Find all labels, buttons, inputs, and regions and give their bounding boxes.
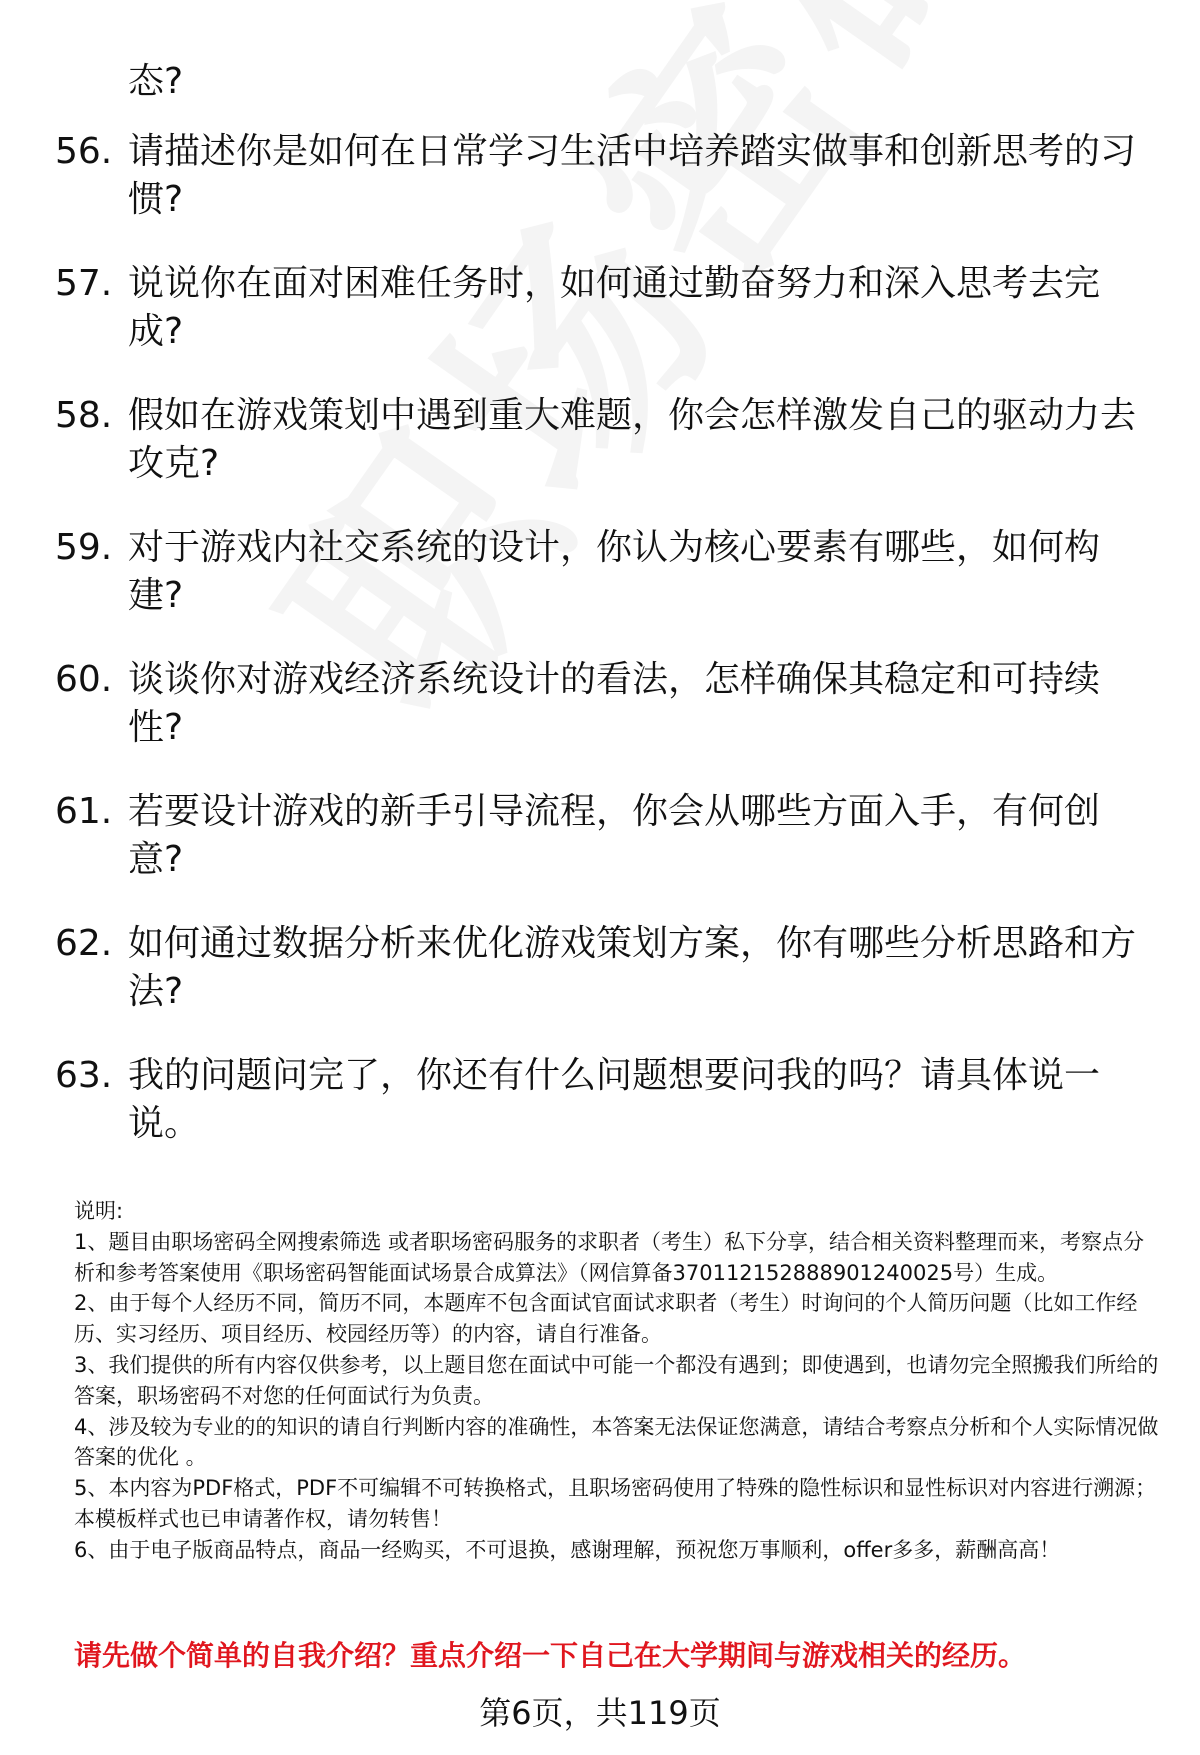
notes-heading: 说明: (74, 1199, 124, 1223)
question-number: 59. (55, 527, 113, 568)
note-item: 6、由于电子版商品特点，商品一经购买，不可退换，感谢理解，预祝您万事顺利，offer多多，薪酬高高！ (74, 1537, 1061, 1562)
page-number: 第6页，共119页 (479, 1694, 721, 1732)
question-text: 我的问题问完了，你还有什么问题想要问我的吗？请具体说一说。 (128, 1055, 1101, 1144)
next-question-highlight: 请先做个简单的自我介绍？重点介绍一下自己在大学期间与游戏相关的经历。 (74, 1639, 1027, 1672)
question-continuation-text: 态? (128, 61, 184, 102)
question-number: 57. (55, 263, 113, 304)
question-text: 对于游戏内社交系统的设计，你认为核心要素有哪些，如何构建? (128, 527, 1101, 616)
note-item: 2、由于每个人经历不同，简历不同，本题库不包含面试官面试求职者（考生）时询问的个人简历问题（比如工作经历、实习经历、项目经历、校园经历等）的内容，请自行准备。 (74, 1291, 1138, 1347)
question-number: 62. (55, 923, 113, 964)
question-text: 若要设计游戏的新手引导流程，你会从哪些方面入手，有何创意? (128, 791, 1101, 880)
question-number: 60. (55, 659, 113, 700)
note-item: 4、涉及较为专业的的知识的请自行判断内容的准确性，本答案无法保证您满意，请结合考察点分析和个人实际情况做答案的优化 。 (74, 1414, 1159, 1470)
note-item: 1、题目由职场密码全网搜索筛选 或者职场密码服务的求职者（考生）私下分享，结合相关资料整理而来，考察点分析和参考答案使用《职场密码智能面试场景合成算法》（网信算备370112152888901240025号）生成。 (74, 1229, 1145, 1285)
question-text: 请描述你是如何在日常学习生活中培养踏实做事和创新思考的习惯? (128, 131, 1137, 220)
watermark (190, 0, 1081, 766)
question-number: 56. (55, 131, 113, 172)
question-text: 假如在游戏策划中遇到重大难题，你会怎样激发自己的驱动力去攻克? (128, 395, 1137, 484)
disclaimer-notes (74, 1196, 1160, 1566)
question-number: 61. (55, 791, 113, 832)
question-number: 63. (55, 1055, 113, 1096)
question-text: 说说你在面对困难任务时，如何通过勤奋努力和深入思考去完成? (128, 263, 1101, 352)
note-item: 5、本内容为PDF格式，PDF不可编辑不可转换格式，且职场密码使用了特殊的隐性标识和显性标识对内容进行溯源；本模板样式也已申请著作权，请勿转售！ (74, 1476, 1157, 1531)
question-text: 谈谈你对游戏经济系统设计的看法，怎样确保其稳定和可持续性? (128, 659, 1101, 748)
question-number: 58. (55, 395, 113, 436)
note-item: 3、我们提供的所有内容仅供参考，以上题目您在面试中可能一个都没有遇到；即使遇到，也请勿完全照搬我们所给的答案，职场密码不对您的任何面试行为负责。 (74, 1352, 1159, 1408)
question-text: 如何通过数据分析来优化游戏策划方案，你有哪些分析思路和方法? (128, 923, 1137, 1012)
